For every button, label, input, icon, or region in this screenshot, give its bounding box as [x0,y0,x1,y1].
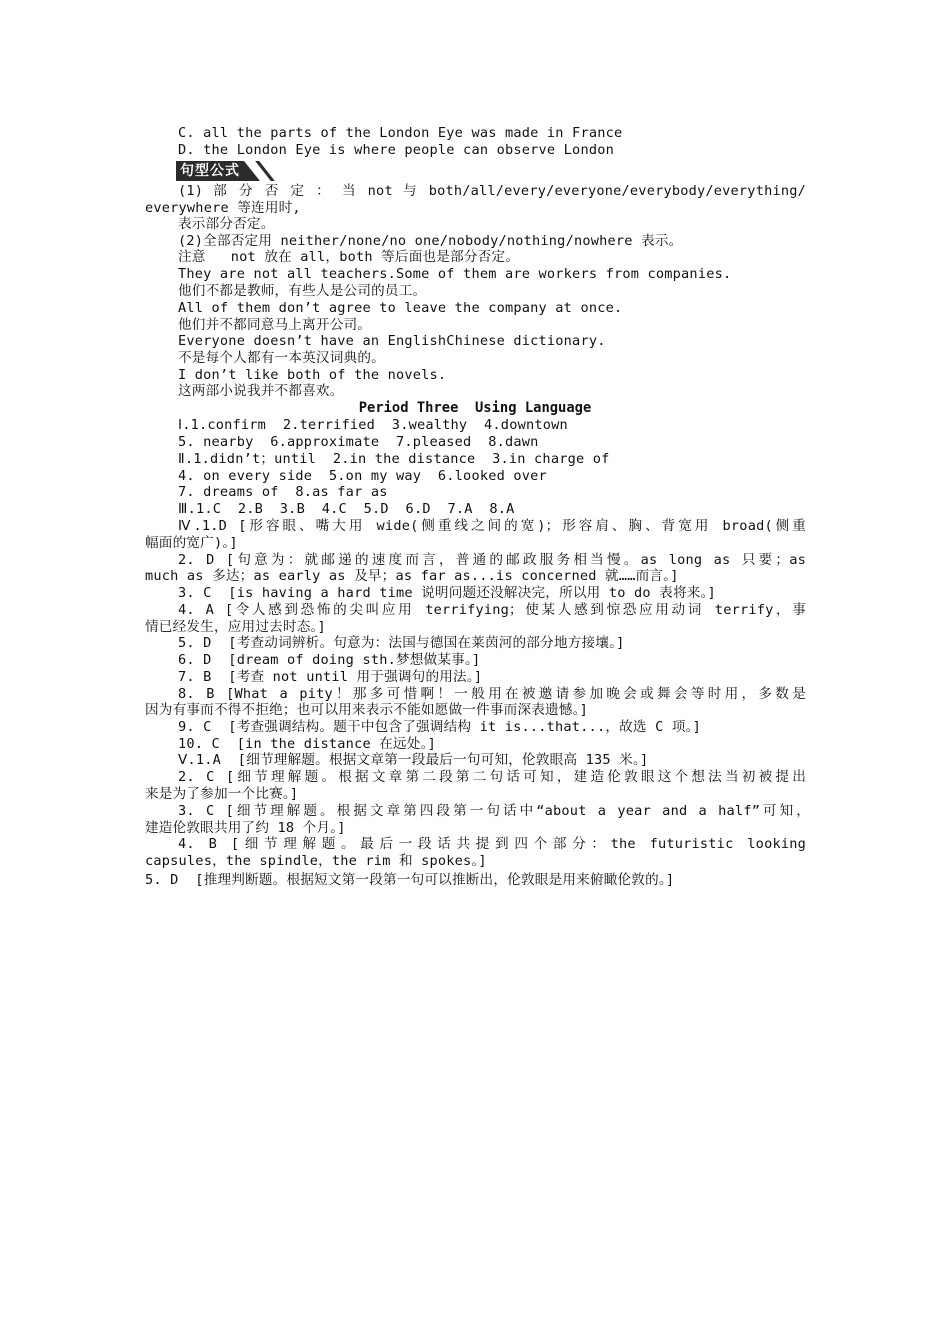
example-1-en: They are not all teachers.Some of them are workers from companies. [178,266,732,282]
answer-v-4: 4. B [细节理解题。最后一段话共提到四个部分：the futuristic looking [178,836,806,852]
answers-iii: Ⅲ.1.C 2.B 3.B 4.C 5.D 6.D 7.A 8.A [178,501,515,517]
answer-v-4-cont: capsules，the spindle，the rim 和 spokes。] [145,853,487,869]
answer-iv-3: 3. C [is having a hard time 说明问题还没解决完，所以用 to do 表将来。] [178,585,716,601]
example-3-zh: 不是每个人都有一本英汉词典的。 [178,350,385,366]
answers-i-2: 5. nearby 6.approximate 7.pleased 8.dawn [178,434,539,450]
answer-iv-1: Ⅳ.1.D [形容眼、嘴大用 wide(侧重线之间的宽)；形容肩、胸、背宽用 broad(侧重 [178,518,806,534]
answers-ii-2: 4. on every side 5.on my way 6.looked over [178,468,547,484]
example-1-zh: 他们不都是教师，有些人是公司的员工。 [178,283,427,299]
option-d: D. the London Eye is where people can observe London [178,142,614,158]
answer-iv-8-cont: 因为有事而不得不拒绝；也可以用来表示不能如愿做一件事而深表遗憾。] [145,702,588,718]
option-c: C. all the parts of the London Eye was made in France [178,125,623,141]
answer-iv-5: 5. D [考查动词辨析。句意为：法国与德国在莱茵河的部分地方接壤。] [178,635,625,651]
answer-iv-4-cont: 情已经发生，应用过去时态。] [145,619,326,635]
rule-2: (2)全部否定用 neither/none/no one/nobody/nothing/nowhere 表示。 [178,233,683,249]
answer-iv-6: 6. D [dream of doing sth.梦想做某事。] [178,652,481,668]
answer-v-3-cont: 建造伦敦眼共用了约 18 个月。] [145,820,346,836]
rule-1: (1) 部 分 否 定 ： 当 not 与 both/all/every/everyone/everybody/everything/ [178,183,806,199]
answers-ii-1: Ⅱ.1.didn’t；until 2.in the distance 3.in charge of [178,451,610,467]
answer-v-1: Ⅴ.1.A [细节理解题。根据文章第一段最后一句可知，伦敦眼高 135 米。] [178,752,649,768]
answer-iv-8: 8. B [What a pity！那多可惜啊！一般用在被邀请参加晚会或舞会等时用，多数是 [178,686,806,702]
example-4-zh: 这两部小说我并不都喜欢。 [178,383,344,399]
answer-v-5: 5. D [推理判断题。根据短文第一段第一句可以推断出，伦敦眼是用来俯瞰伦敦的。] [145,872,675,888]
rule-1-cont: everywhere 等连用时, [145,200,301,216]
answers-i-1: Ⅰ.1.confirm 2.terrified 3.wealthy 4.downtown [178,417,568,433]
answer-v-2: 2. C [细节理解题。根据文章第二段第二句话可知，建造伦敦眼这个想法当初被提出 [178,769,806,785]
answer-iv-9: 9. C [考查强调结构。题干中包含了强调结构 it is...that...，故选 C 项。] [178,719,702,735]
answer-iv-2: 2. D [句意为：就邮递的速度而言，普通的邮政服务相当慢。as long as 只要；as [178,552,806,568]
answer-v-2-cont: 来是为了参加一个比赛。] [145,786,299,802]
answer-iv-1-cont: 幅面的宽广)。] [145,535,238,551]
answer-iv-4: 4. A [令人感到恐怖的尖叫应用 terrifying；使某人感到惊恐应用动词 terrify，事 [178,602,806,618]
answer-iv-10: 10. C [in the distance 在远处。] [178,736,436,752]
section-heading: Period Three Using Language [358,400,592,416]
section-tag-label: 句型公式 [176,161,244,181]
rule-1-end: 表示部分否定。 [178,216,275,232]
example-2-en: All of them don’t agree to leave the company at once. [178,300,623,316]
answer-v-3: 3. C [细节理解题。根据文章第四段第一句话中“about a year and a half”可知， [178,803,810,819]
section-tag [176,161,267,181]
answer-iv-2-cont: much as 多达；as early as 及早；as far as...is concerned 就……而言。] [145,568,679,584]
note: 注意 not 放在 all，both 等后面也是部分否定。 [178,249,520,265]
example-3-en: Everyone doesn’t have an EnglishChinese dictionary. [178,333,606,349]
example-4-en: I don’t like both of the novels. [178,367,447,383]
example-2-zh: 他们并不都同意马上离开公司。 [178,317,372,333]
answer-iv-7: 7. B [考查 not until 用于强调句的用法。] [178,669,483,685]
answers-ii-3: 7. dreams of 8.as far as [178,484,388,500]
